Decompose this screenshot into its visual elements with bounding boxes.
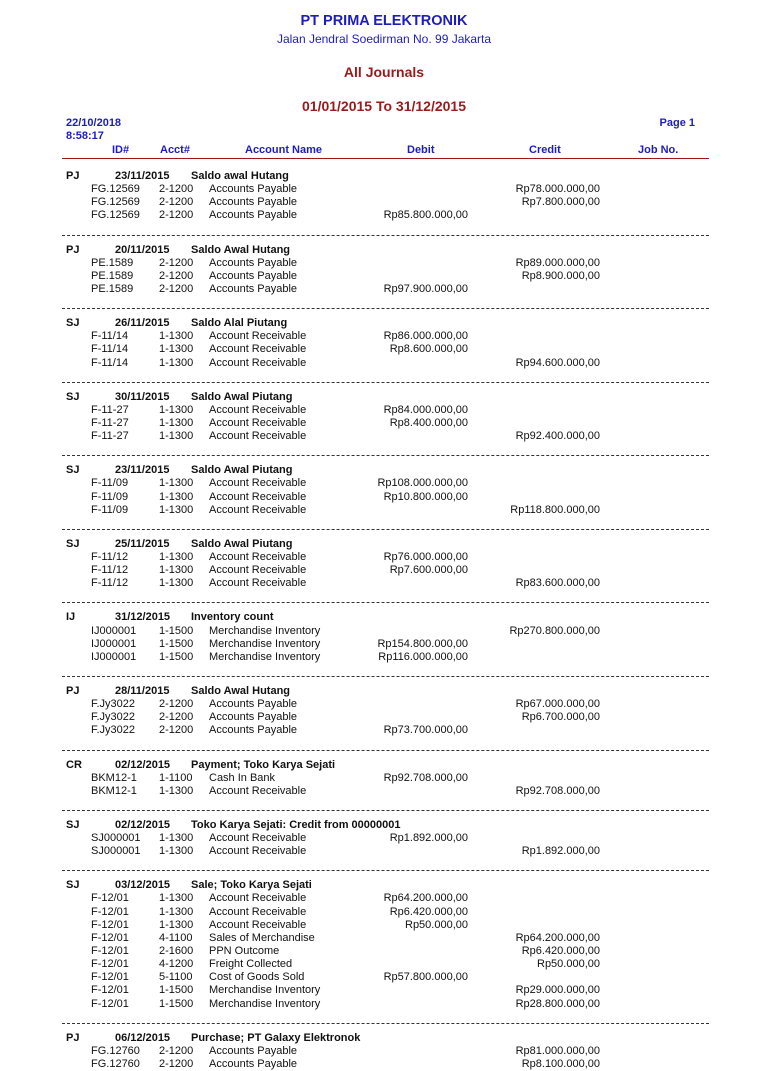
entry-date: 20/11/2015 — [115, 243, 170, 256]
journal-entry — [62, 455, 709, 517]
entry-description: Saldo Alal Piutang — [191, 317, 288, 330]
line-debit: Rp50.000,00 — [405, 918, 468, 931]
line-id: F-12/01 — [91, 945, 129, 958]
line-account-name: Account Receivable — [209, 892, 307, 905]
line-credit: Rp1.892.000,00 — [521, 845, 600, 858]
line-acct: 1-1300 — [159, 490, 194, 503]
line-debit: Rp85.800.000,00 — [383, 209, 468, 222]
column-header-acct: Acct# — [160, 144, 190, 156]
line-acct: 2-1600 — [159, 945, 194, 958]
line-debit: Rp57.800.000,00 — [383, 971, 468, 984]
entry-line — [62, 785, 709, 798]
line-debit: Rp76.000.000,00 — [383, 550, 468, 563]
journal-type: SJ — [66, 879, 80, 892]
journal-type: PJ — [66, 170, 80, 182]
line-id: F-12/01 — [91, 997, 129, 1010]
line-debit: Rp97.900.000,00 — [383, 282, 468, 295]
entry-description: Payment; Toko Karya Sejati — [191, 758, 336, 771]
line-acct: 1-1300 — [159, 905, 194, 918]
line-account-name: Accounts Payable — [209, 711, 298, 724]
entry-description: Saldo Awal Piutang — [191, 390, 293, 403]
report-title: All Journals — [343, 64, 425, 80]
journal-type: PJ — [66, 243, 80, 256]
entry-line — [62, 491, 709, 504]
line-account-name: Merchandise Inventory — [209, 984, 321, 997]
print-date: 22/10/2018 — [66, 117, 122, 129]
entry-date: 02/12/2015 — [115, 758, 171, 771]
entry-line — [62, 698, 709, 711]
line-credit: Rp118.800.000,00 — [510, 503, 600, 516]
line-account-name: Account Receivable — [209, 905, 307, 918]
line-id: FG.12760 — [91, 1044, 140, 1057]
line-debit: Rp86.000.000,00 — [383, 330, 468, 343]
line-id: F-12/01 — [91, 931, 129, 944]
line-id: F-11/09 — [91, 490, 129, 503]
entry-line — [62, 577, 709, 590]
entry-line — [62, 343, 709, 356]
line-credit: Rp92.400.000,00 — [515, 430, 600, 443]
entry-description: Toko Karya Sejati: Credit from 00000001 — [191, 818, 401, 831]
line-debit: Rp84.000.000,00 — [383, 403, 468, 416]
journal-type: PJ — [66, 684, 80, 697]
company-address: Jalan Jendral Soedirman No. 99 Jakarta — [276, 32, 492, 46]
line-account-name: Account Receivable — [209, 784, 307, 797]
line-id: PE.1589 — [91, 256, 134, 269]
entry-line — [62, 357, 709, 370]
line-debit: Rp6.420.000,00 — [389, 905, 468, 918]
line-acct: 2-1200 — [159, 209, 194, 222]
entry-line — [62, 283, 709, 296]
entry-line — [62, 270, 709, 283]
line-account-name: Merchandise Inventory — [209, 624, 321, 637]
line-credit: Rp28.800.000,00 — [515, 997, 600, 1010]
line-debit: Rp116.000.000,00 — [378, 650, 468, 663]
line-credit: Rp83.600.000,00 — [515, 577, 600, 590]
line-account-name: Accounts Payable — [209, 282, 298, 295]
line-acct: 2-1200 — [159, 282, 194, 295]
line-debit: Rp64.200.000,00 — [383, 892, 468, 905]
line-id: F-11/12 — [91, 550, 129, 563]
entry-description: Saldo Awal Piutang — [191, 537, 293, 550]
entry-header — [62, 538, 709, 551]
line-debit: Rp92.708.000,00 — [383, 771, 468, 784]
line-credit: Rp94.600.000,00 — [515, 356, 600, 369]
entry-date: 30/11/2015 — [115, 390, 170, 403]
entry-line — [62, 998, 709, 1011]
line-account-name: Accounts Payable — [209, 196, 298, 209]
line-acct: 1-1300 — [159, 577, 194, 590]
line-account-name: Accounts Payable — [209, 269, 298, 282]
journal-entry — [62, 1023, 709, 1071]
entry-date: 23/11/2015 — [115, 170, 170, 182]
entry-date: 02/12/2015 — [115, 818, 171, 831]
line-id: IJ000001 — [91, 624, 137, 637]
line-acct: 1-1300 — [159, 503, 194, 516]
entry-line — [62, 919, 709, 932]
journal-entries — [0, 162, 768, 1071]
journal-type: SJ — [66, 537, 80, 550]
line-account-name: Account Receivable — [209, 416, 307, 429]
print-time: 8:58:17 — [66, 130, 104, 142]
line-acct: 1-1300 — [159, 477, 194, 490]
journal-entry — [62, 870, 709, 1010]
line-debit: Rp73.700.000,00 — [383, 724, 468, 737]
line-acct: 1-1300 — [159, 356, 194, 369]
line-acct: 1-1500 — [159, 624, 194, 637]
line-account-name: Accounts Payable — [209, 724, 298, 737]
line-debit: Rp108.000.000,00 — [377, 477, 468, 490]
line-acct: 2-1200 — [159, 256, 194, 269]
line-account-name: Account Receivable — [209, 343, 307, 356]
line-debit: Rp8.600.000,00 — [389, 343, 468, 356]
journal-entry — [62, 308, 709, 370]
line-acct: 1-1300 — [159, 430, 194, 443]
journal-type: IJ — [66, 611, 76, 624]
entry-description: Saldo Awal Hutang — [191, 243, 291, 256]
line-acct: 1-1300 — [159, 550, 194, 563]
entry-line — [62, 330, 709, 343]
line-credit: Rp29.000.000,00 — [515, 984, 600, 997]
journal-entry — [62, 676, 709, 738]
line-debit: Rp154.800.000,00 — [377, 637, 468, 650]
line-id: FG.12760 — [91, 1058, 140, 1071]
line-account-name: Sales of Merchandise — [209, 931, 315, 944]
journal-type: SJ — [66, 317, 80, 330]
line-account-name: Account Receivable — [209, 832, 307, 845]
line-acct: 1-1300 — [159, 564, 194, 577]
entry-line — [62, 430, 709, 443]
line-id: F-11/14 — [91, 330, 129, 343]
line-debit: Rp10.800.000,00 — [383, 490, 468, 503]
line-id: BKM12-1 — [91, 784, 137, 797]
line-account-name: Accounts Payable — [209, 1058, 298, 1071]
line-id: F-11/14 — [91, 343, 129, 356]
entry-header — [62, 685, 709, 698]
line-id: F.Jy3022 — [91, 724, 136, 737]
line-id: F-12/01 — [91, 971, 129, 984]
entry-line — [62, 932, 709, 945]
entry-line — [62, 945, 709, 958]
line-account-name: Account Receivable — [209, 330, 307, 343]
entry-line — [62, 625, 709, 638]
entry-line — [62, 906, 709, 919]
line-acct: 4-1100 — [159, 931, 193, 944]
line-credit: Rp6.420.000,00 — [521, 945, 600, 958]
line-account-name: Accounts Payable — [209, 698, 298, 711]
line-acct: 2-1200 — [159, 1044, 194, 1057]
line-acct: 2-1200 — [159, 1058, 194, 1071]
entry-line — [62, 892, 709, 905]
line-account-name: Cost of Goods Sold — [209, 971, 305, 984]
line-acct: 1-1500 — [159, 637, 194, 650]
line-id: F-11-27 — [91, 416, 129, 429]
line-id: SJ000001 — [91, 832, 141, 845]
line-account-name: Account Receivable — [209, 550, 307, 563]
entry-line — [62, 971, 709, 984]
line-debit: Rp8.400.000,00 — [389, 416, 468, 429]
line-account-name: Cash In Bank — [209, 771, 276, 784]
line-id: PE.1589 — [91, 269, 134, 282]
entry-line — [62, 832, 709, 845]
line-id: F-11/14 — [91, 356, 129, 369]
line-id: F.Jy3022 — [91, 711, 136, 724]
entry-header — [62, 819, 709, 832]
line-acct: 1-1500 — [159, 650, 194, 663]
journal-entry — [62, 235, 709, 297]
entry-header — [62, 244, 709, 257]
page-number: Page 1 — [659, 117, 695, 129]
entry-description: Purchase; PT Galaxy Elektronok — [191, 1031, 361, 1044]
entry-line — [62, 551, 709, 564]
line-acct: 2-1200 — [159, 183, 194, 196]
column-header-job-no: Job No. — [638, 144, 679, 156]
line-acct: 4-1200 — [159, 958, 194, 971]
entry-line — [62, 651, 709, 664]
line-credit: Rp7.800.000,00 — [521, 196, 600, 209]
entry-line — [62, 711, 709, 724]
line-id: IJ000001 — [91, 637, 137, 650]
line-id: FG.12569 — [91, 183, 140, 196]
entry-line — [62, 564, 709, 577]
line-id: F-12/01 — [91, 984, 129, 997]
entry-line — [62, 404, 709, 417]
entry-description: Saldo awal Hutang — [191, 170, 289, 182]
line-id: FG.12569 — [91, 196, 140, 209]
entry-header — [62, 464, 709, 477]
journal-type: SJ — [66, 818, 80, 831]
line-account-name: Account Receivable — [209, 430, 307, 443]
line-credit: Rp50.000,00 — [537, 958, 600, 971]
line-credit: Rp89.000.000,00 — [515, 256, 600, 269]
entry-date: 28/11/2015 — [115, 684, 170, 697]
line-credit: Rp8.100.000,00 — [521, 1058, 600, 1071]
report-period: 01/01/2015 To 31/12/2015 — [302, 98, 466, 114]
entry-description: Saldo Awal Piutang — [191, 464, 293, 477]
line-id: F-11/09 — [91, 503, 129, 516]
line-acct: 1-1100 — [159, 771, 193, 784]
entry-line — [62, 504, 709, 517]
column-header-credit: Credit — [529, 144, 561, 156]
line-acct: 2-1200 — [159, 269, 194, 282]
line-account-name: Accounts Payable — [209, 1044, 298, 1057]
line-id: F-12/01 — [91, 905, 129, 918]
entry-header — [62, 879, 709, 892]
line-id: F-12/01 — [91, 892, 129, 905]
line-id: F-11/09 — [91, 477, 129, 490]
entry-line — [62, 958, 709, 971]
entry-line — [62, 477, 709, 490]
line-debit: Rp7.600.000,00 — [389, 564, 468, 577]
line-account-name: Merchandise Inventory — [209, 997, 321, 1010]
line-account-name: Accounts Payable — [209, 209, 298, 222]
line-account-name: Merchandise Inventory — [209, 637, 321, 650]
line-acct: 2-1200 — [159, 724, 194, 737]
entry-header — [0, 170, 768, 183]
entry-header — [62, 611, 709, 624]
line-account-name: Account Receivable — [209, 845, 307, 858]
line-id: F-11/12 — [91, 577, 129, 590]
line-acct: 1-1300 — [159, 330, 194, 343]
line-acct: 1-1300 — [159, 416, 194, 429]
journal-entry — [62, 529, 709, 591]
column-header-debit: Debit — [407, 144, 435, 156]
entry-date: 26/11/2015 — [115, 317, 170, 330]
journal-entry — [62, 602, 709, 664]
entry-header — [62, 1032, 709, 1045]
line-id: PE.1589 — [91, 282, 134, 295]
entry-description: Inventory count — [191, 611, 274, 624]
line-account-name: Account Receivable — [209, 477, 307, 490]
line-credit: Rp67.000.000,00 — [515, 698, 600, 711]
line-account-name: Accounts Payable — [209, 183, 298, 196]
entry-line — [62, 257, 709, 270]
entry-line — [62, 984, 709, 997]
company-name: PT PRIMA ELEKTRONIK — [300, 13, 468, 29]
line-debit: Rp1.892.000,00 — [389, 832, 468, 845]
line-account-name: Account Receivable — [209, 564, 307, 577]
line-account-name: Account Receivable — [209, 356, 307, 369]
line-id: F-12/01 — [91, 958, 129, 971]
line-acct: 2-1200 — [159, 698, 194, 711]
line-account-name: Accounts Payable — [209, 256, 298, 269]
line-id: F-11/12 — [91, 564, 129, 577]
entry-date: 31/12/2015 — [115, 611, 171, 624]
journal-entry — [62, 750, 709, 798]
line-id: F-12/01 — [91, 918, 129, 931]
entry-header — [62, 317, 709, 330]
journal-type: SJ — [66, 390, 80, 403]
line-account-name: Account Receivable — [209, 503, 307, 516]
entry-line — [0, 209, 768, 222]
line-acct: 1-1300 — [159, 832, 194, 845]
header-divider — [62, 158, 709, 159]
entry-header — [62, 759, 709, 772]
entry-date: 23/11/2015 — [115, 464, 170, 477]
line-account-name: Freight Collected — [209, 958, 293, 971]
entry-date: 03/12/2015 — [115, 879, 171, 892]
line-credit: Rp64.200.000,00 — [515, 931, 600, 944]
journal-type: PJ — [66, 1031, 80, 1044]
line-account-name: PPN Outcome — [209, 945, 280, 958]
line-id: BKM12-1 — [91, 771, 137, 784]
line-credit: Rp270.800.000,00 — [509, 624, 600, 637]
journal-entry — [62, 382, 709, 444]
line-credit: Rp6.700.000,00 — [521, 711, 600, 724]
line-id: FG.12569 — [91, 209, 140, 222]
line-id: IJ000001 — [91, 650, 137, 663]
journal-type: CR — [66, 758, 82, 771]
journal-entry — [62, 810, 709, 858]
line-acct: 1-1500 — [159, 997, 194, 1010]
line-acct: 1-1300 — [159, 892, 194, 905]
line-account-name: Account Receivable — [209, 490, 307, 503]
line-acct: 1-1300 — [159, 784, 194, 797]
line-acct: 1-1300 — [159, 845, 194, 858]
line-id: F-11-27 — [91, 403, 129, 416]
line-id: F-11-27 — [91, 430, 129, 443]
column-header-account-name: Account Name — [245, 144, 323, 156]
line-id: F.Jy3022 — [91, 698, 136, 711]
line-acct: 2-1200 — [159, 196, 194, 209]
line-account-name: Account Receivable — [209, 577, 307, 590]
entry-line — [62, 845, 709, 858]
line-credit: Rp78.000.000,00 — [515, 183, 600, 196]
line-account-name: Account Receivable — [209, 403, 307, 416]
line-acct: 5-1100 — [159, 971, 193, 984]
entry-description: Sale; Toko Karya Sejati — [191, 879, 312, 892]
line-acct: 2-1200 — [159, 711, 194, 724]
line-credit: Rp92.708.000,00 — [515, 784, 600, 797]
line-account-name: Merchandise Inventory — [209, 650, 321, 663]
entry-line — [62, 1058, 709, 1071]
entry-line — [0, 196, 768, 209]
column-header-id: ID# — [112, 144, 130, 156]
entry-line — [62, 772, 709, 785]
line-credit: Rp8.900.000,00 — [521, 269, 600, 282]
line-credit: Rp81.000.000,00 — [515, 1044, 600, 1057]
entry-header — [62, 391, 709, 404]
entry-line — [0, 183, 768, 196]
line-acct: 1-1300 — [159, 403, 194, 416]
column-header-row — [0, 143, 768, 159]
journal-type: SJ — [66, 464, 80, 477]
line-account-name: Account Receivable — [209, 918, 307, 931]
line-id: SJ000001 — [91, 845, 141, 858]
journal-entry — [0, 162, 768, 223]
line-acct: 1-1300 — [159, 343, 194, 356]
entry-date: 25/11/2015 — [115, 537, 170, 550]
entry-description: Saldo Awal Hutang — [191, 684, 291, 697]
line-acct: 1-1300 — [159, 918, 194, 931]
entry-line — [62, 638, 709, 651]
entry-line — [62, 417, 709, 430]
entry-date: 06/12/2015 — [115, 1031, 171, 1044]
line-acct: 1-1500 — [159, 984, 194, 997]
entry-line — [62, 1045, 709, 1058]
entry-line — [62, 724, 709, 737]
